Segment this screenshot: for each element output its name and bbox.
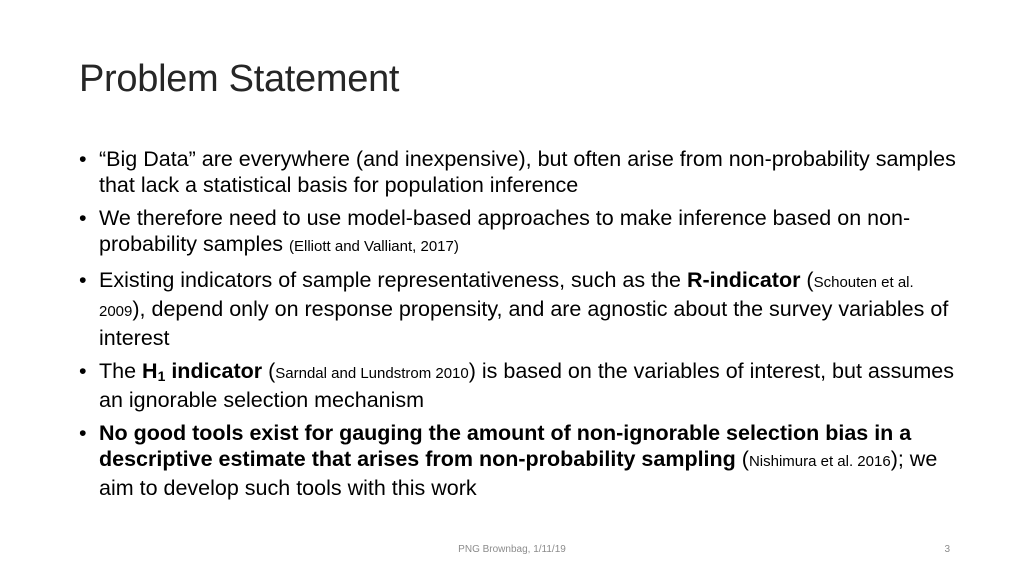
bullet-text: (: [262, 359, 276, 383]
bold-term: indicator: [165, 359, 263, 383]
bullet-item: [79, 205, 959, 260]
bullet-text: ) is based on the variables of interest, but assumes an ignorable selection mechanism: [99, 359, 954, 412]
bullet-text: The: [99, 359, 143, 383]
bullet-text: (: [800, 268, 814, 292]
bold-subscript: 1: [157, 368, 166, 384]
page-number: 3: [944, 544, 950, 555]
citation: Nishimura et al. 2016: [748, 453, 891, 470]
bullet-text: ), depend only on response propensity, and are agnostic about the survey variables of interest: [99, 297, 949, 350]
bullet-icon: •: [79, 421, 87, 445]
bold-term: R-indicator: [686, 268, 801, 292]
footer-text: PNG Brownbag, 1/11/19: [458, 544, 566, 555]
bold-term: No good tools exist for gauging the amount of non-ignorable selection bias in a descriptive estimate that arises from non-probability sampling: [99, 421, 912, 471]
slide-title: Problem Statement: [79, 58, 400, 100]
bullet-item: [79, 420, 959, 501]
bullet-item: [79, 267, 959, 351]
citation: (Elliott and Valliant, 2017): [289, 238, 459, 255]
bullet-item: [79, 358, 959, 413]
citation: Sarndal and Lundstrom 2010: [275, 365, 469, 382]
bullet-icon: •: [79, 268, 87, 292]
bullet-list: [79, 146, 959, 508]
bullet-text: Existing indicators of sample representativeness, such as the: [99, 268, 687, 292]
bullet-text: (: [735, 447, 749, 471]
bullet-item: [79, 146, 959, 198]
citation: Schouten et al. 2009: [99, 274, 914, 320]
bullet-icon: •: [79, 147, 87, 171]
bullet-icon: •: [79, 206, 87, 230]
bullet-text: “Big Data” are everywhere (and inexpensive), but often arise from non-probability samples that lack a statistical basis for population inference: [99, 147, 956, 197]
bold-term: H: [142, 359, 158, 383]
bullet-text: ); we aim to develop such tools with this work: [99, 447, 938, 500]
bullet-icon: •: [79, 359, 87, 383]
bullet-text: We therefore need to use model-based approaches to make inference based on non-probability samples: [99, 206, 911, 256]
